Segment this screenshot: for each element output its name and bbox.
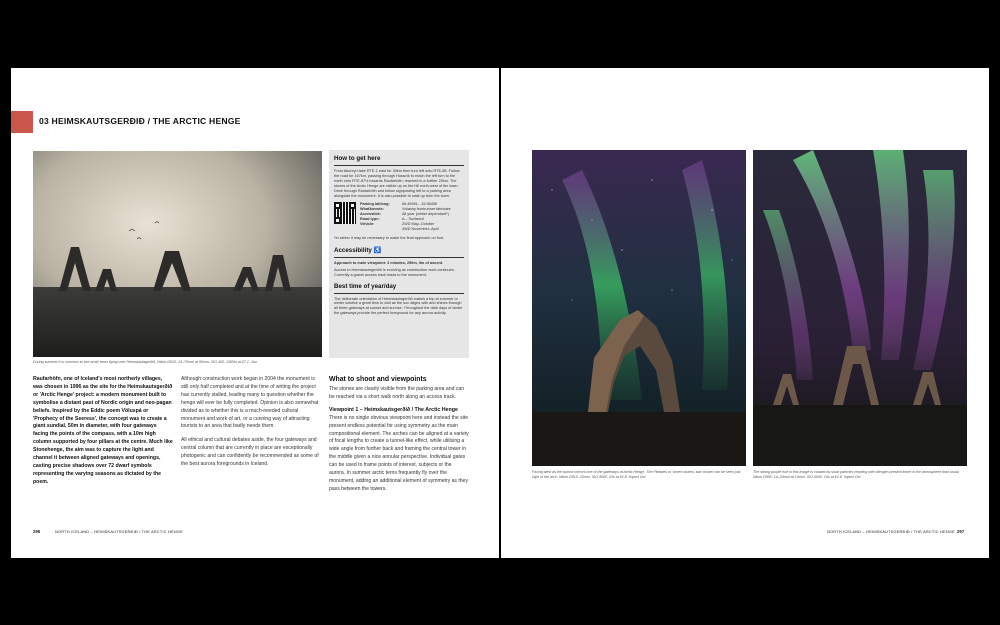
best-time-heading: Best time of year/day [334,282,397,290]
column-three [329,386,469,494]
accessibility-heading: Accessibility ♿ [334,246,382,254]
viewpoint-heading: Viewpoint 1 – Heimskautsgerðið / The Arctic Henge [329,406,458,413]
best-time-text: The deliberate orientation of Heimskautsgerðið makes a trip at summer or winter solstice a great time to visit as the sun aligns with and shines through all three gateways at sunset and sunrise. Throughout the dark days of winter the gateways provide the perfect foreground for any aurora activity. [334,296,463,316]
column-two [181,376,321,469]
intro-paragraph: Raufarhöfn, one of Iceland's most northerly villages, was chosen in 1996 as the site for the Heimskautsgerðið or 'Arctic Henge' project: a modern monument built to symbolise a distant past of Nordic origin and neo-pagan beliefs. Inspired by the Eddic poem Völuspá or 'Prophecy of the Seeress', the concept was to create a giant sundial, 50m in diameter, with four gateways facing the points of the compass, with a 10m high column supported by four pillars at the centre. Much like Stonehenge, the aim was to capture the light and channel it between aligned gateways and openings, casting precise shadows over 72 dwarf symbols representing the varying seasons as dictated by the poem. [33,376,173,485]
shoot-heading: What to shoot and viewpoints [329,376,427,383]
henge-silhouette-image [33,151,322,357]
right-page [501,68,989,558]
divider [334,165,464,166]
detail-row: 4WD November–April [402,226,439,231]
photo-caption: The strong purple hue in this image is caused by solar particles reacting with nitrogen present lower in the atmosphere than usual. Nikon D850, 14–24mm at 14mm, ISO 4000, 10s at f/2.8. Import Oct [753,470,960,479]
aurora-arch-image [532,150,746,466]
wheelchair-icon: ♿ [373,246,382,254]
detail-row: What3words: ///slashy.frontrunner.fabricate [360,207,451,212]
aurora-purple-photo [753,150,967,466]
chapter-title: 03 HEIMSKAUTSGERÐIÐ / THE ARCTIC HENGE [39,116,241,126]
parking-details [360,202,451,231]
henge-summer-photo [33,151,322,357]
page-number: 296 [33,529,41,534]
detail-row: Parking lat/long: 66.45991, -15.96495 [360,202,438,207]
info-box [329,150,469,358]
winter-note: *In winter it may be necessary to make the final approach on foot. [334,235,445,240]
how-to-get-here-heading: How to get here [334,155,381,162]
aurora-west-photo [532,150,746,466]
detail-row: Road type: A – Surfaced [360,217,424,222]
divider [334,257,464,258]
viewpoint-text: There is no single obvious viewpoint here and instead the site present endless potential for using symmetry as the main compositional element. The arches can be aligned at a variety of focal lengths to create a tunnel-like effect, while utilising a wide angle from further back and framing the central tower in the middle given a nice annular perspective. Individual gates can be used to frame points of interest, subjects or the aurora. In summer arctic terns frequently fly over the monument, adding an additional element of symmetry as they pass between the towers. [329,414,469,492]
body-paragraph: All ethical and cultural debates aside, the four gateways and central column that are currently in place are exceptionally photogenic and can confidently be recommended as some of the best aurora foregrounds in Iceland. [181,437,319,468]
directions-text: From Akureyri take RTE-1 east for 30km then turn left onto RTE-85. Follow the road for 167km, passing through Húsavík to reach the left turn to the north onto RTE-87½ towards Raufarhöfn, reached in a further 20km. The stones of the Arctic Henge are visible up on the hill north-west of the town. Drive through Raufarhöfn and follow signposting left to a parking area alongside the monument. It is also possible to walk up from the town. [334,169,460,198]
detail-row: Accessible: All year (winter dependant*) [360,212,449,217]
photo-caption: During summer it is common to see arctic terns flying over Heimskautsgerðið. Nikon D810, 24–70mm at 50mm, ISO 400, 1/500s at f/7.1. Jun [33,360,257,364]
page-number: 297 [957,529,965,534]
access-text: Access to Heimskautsgerðið is evolving as construction work continues. Currently a gravel access track leads to the monument. [334,267,455,277]
left-page [11,68,499,558]
detail-row: Vehicle: 2WD May–October [360,222,435,227]
shoot-intro: The stones are clearly visible from the parking area and can be reached via a short walk north along an access track. [329,386,465,400]
body-paragraph: Although construction work began in 2004 the monument is still only half completed and at the time of writing the project has currently stalled, leading many to question whether the henge will ever be fully completed. Opinion is also somewhat divided as to whether this is a much-needed cultural monument and work of art, or a cunning way of attracting tourists to an area that badly needs them. [181,376,319,430]
running-footer: NORTH ICELAND – HEIMSKAUTSGERÐIÐ / THE ARCTIC HENGE [827,529,955,534]
divider [334,293,464,294]
photo-caption: Facing west as the aurora mirrors one of the gateways at Arctic Henge. The Pleiades or 'seven sisters' star cluster can be seen just right of the arch. Nikon D810, 20mm, ISO 4000, 10s at f/1.8. Import Oct [532,470,741,479]
aurora-corona-image [753,150,967,466]
running-footer: NORTH ICELAND – HEIMSKAUTSGERÐIÐ / THE ARCTIC HENGE [55,529,183,534]
approach-text: Approach to main viewpoint: 3 minutes, 250m, 5m of ascent. [334,260,444,265]
chapter-tab [11,111,33,133]
qr-code-icon [334,202,356,224]
